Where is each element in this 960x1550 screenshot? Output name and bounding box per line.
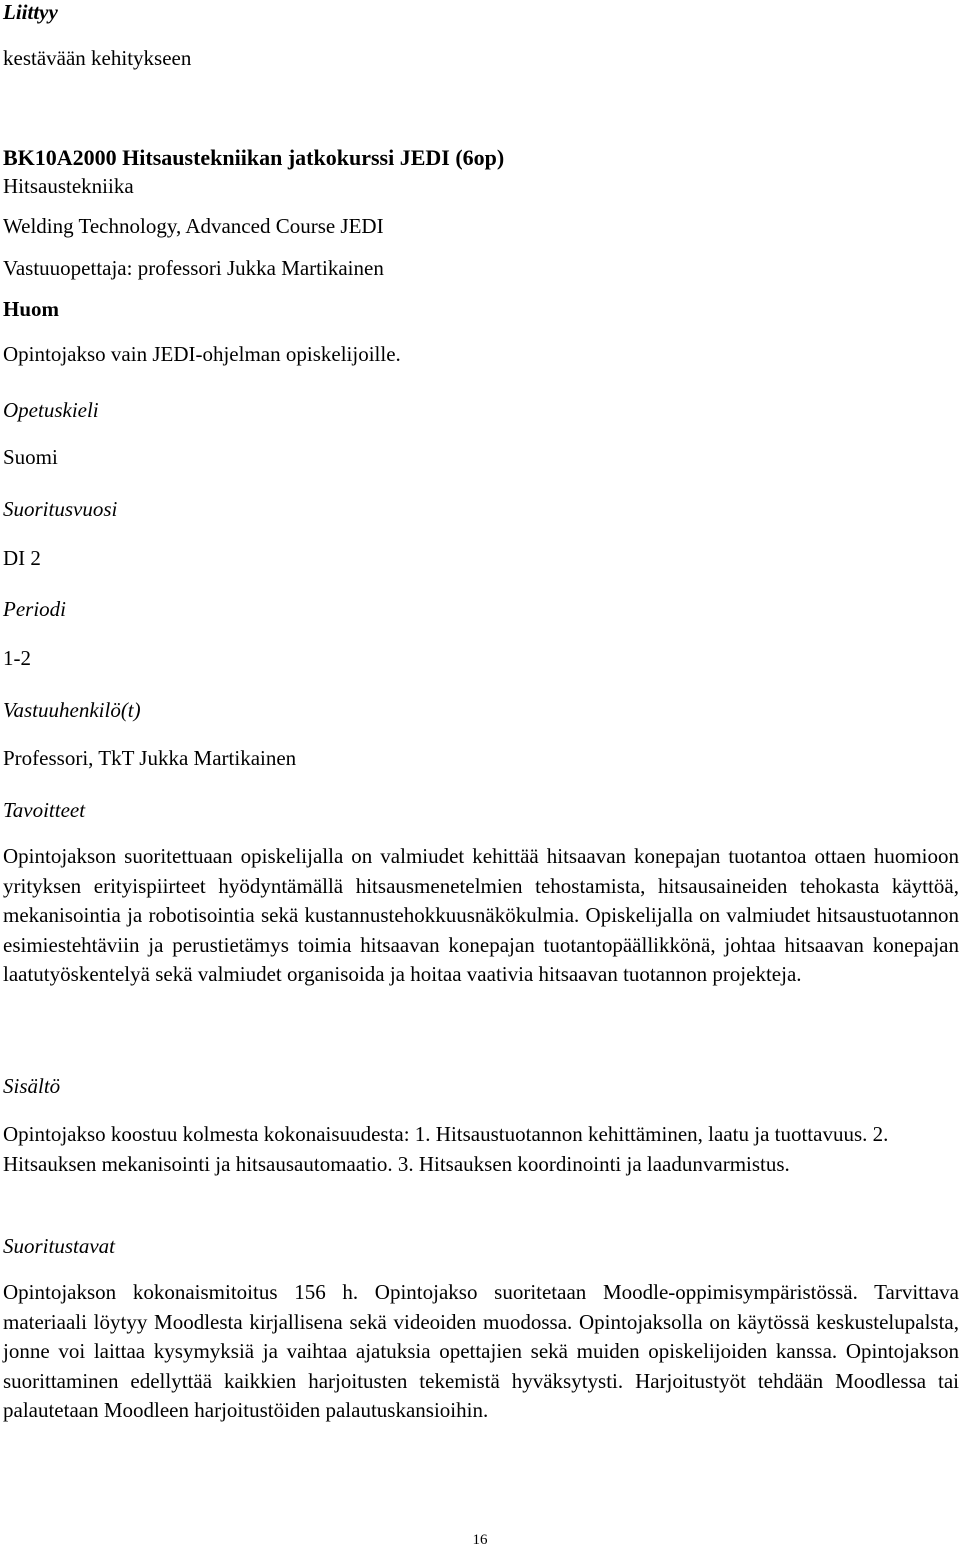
objectives-text: Opintojakson suoritettuaan opiskelijalla on valmiudet kehittää hitsaavan konepajan tuotantoa ottaen huomioon yrityksen erityispiirteet hyödyntämällä hitsausmenetelmien tehostamista, hitsausaineiden tehokasta käyttöä, mekanisointia ja robotisointia sekä kustannustehokkuusnäkökulmia. Opiskelijalla on valmiudet hitsaustuotannon esimiestehtäviin ja perustietämys toimia hitsaavan konepajan tuotantopäällikkönä, johtaa hitsaavan konepajan laatutyöskentelyä sekä valmiudet organisoida ja hoitaa vaativia hitsaavan tuotannon projekteja. — [3, 844, 959, 986]
language-heading: Opetuskieli — [3, 398, 99, 422]
note-text: Opintojakso vain JEDI-ohjelman opiskelijoille. — [3, 342, 401, 366]
methods-heading: Suoritustavat — [3, 1234, 116, 1258]
content-text: Opintojakso koostuu kolmesta kokonaisuudesta: 1. Hitsaustuotannon kehittäminen, laatu ja tuottavuus. 2. Hitsauksen mekanisointi ja hitsausautomaatio. 3. Hitsauksen koordinointi ja laadunvarmistus. — [3, 1122, 889, 1176]
period-text: 1-2 — [3, 646, 31, 670]
content-heading: Sisältö — [3, 1074, 61, 1098]
course-english-title: Welding Technology, Advanced Course JEDI — [3, 214, 384, 238]
responsible-teacher: Vastuuopettaja: professori Jukka Martikainen — [3, 256, 384, 280]
related-value: kestävään kehitykseen — [3, 46, 192, 70]
responsible-heading: Vastuuhenkilö(t) — [3, 698, 141, 722]
year-text: DI 2 — [3, 546, 41, 570]
course-title: BK10A2000 Hitsaustekniikan jatkokurssi JEDI (6op) — [3, 145, 505, 170]
note-heading: Huom — [3, 297, 60, 321]
year-heading: Suoritusvuosi — [3, 497, 118, 521]
language-text: Suomi — [3, 445, 58, 469]
responsible-text: Professori, TkT Jukka Martikainen — [3, 746, 297, 770]
period-heading: Periodi — [3, 597, 66, 621]
methods-text: Opintojakson kokonaismitoitus 156 h. Opintojakso suoritetaan Moodle-oppimisympäristössä. Tarvittava materiaali löytyy Moodlesta kirjallisena sekä videoiden muodossa. Opintojaksolla on käytössä keskustelupalsta, jonne voi laittaa kysymyksiä ja vaihtaa ajatuksia opettajien sekä muiden opiskelijoiden kanssa. Opintojakson suorittaminen edellyttää kaikkien harjoitusten tekemistä hyväksytysti. Harjoitustyöt tehdään Moodlessa tai palautetaan Moodleen harjoitustöiden palautuskansioihin. — [3, 1280, 959, 1422]
page-number: 16 — [472, 1532, 488, 1548]
related-label: Liittyy — [3, 0, 58, 24]
course-subject: Hitsaustekniika — [3, 174, 134, 198]
objectives-heading: Tavoitteet — [3, 798, 86, 822]
